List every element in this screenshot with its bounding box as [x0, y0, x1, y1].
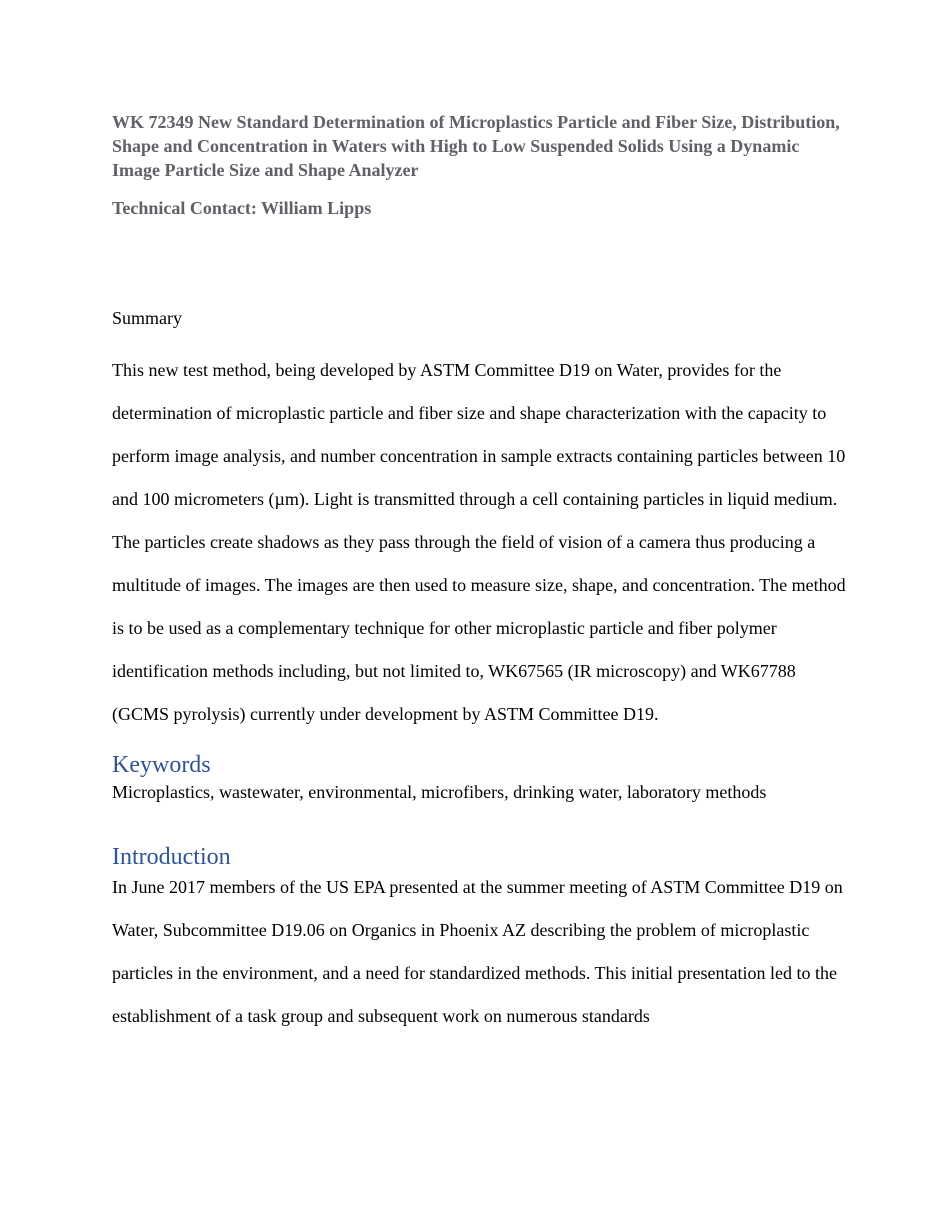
technical-contact: Technical Contact: William Lipps	[112, 198, 372, 218]
summary-paragraph: This new test method, being developed by ASTM Committee D19 on Water, provides for the determination of microplastic particle and fiber size and shape characterization with the capacity to perform image analysis, and number concentration in sample extracts containing particles between 10 and 100 micrometers (µm). Light is transmitted through a cell containing particles in liquid medium. The particles create shadows as they pass through the field of vision of a camera thus producing a multitude of images. The images are then used to measure size, shape, and concentration. The method is to be used as a complementary technique for other microplastic particle and fiber polymer identification methods including, but not limited to, WK67565 (IR microscopy) and WK67788 (GCMS pyrolysis) currently under development by ASTM Committee D19.	[112, 360, 846, 724]
introduction-heading: Introduction	[112, 844, 231, 870]
document-page	[112, 110, 847, 1038]
keywords-heading: Keywords	[112, 752, 211, 778]
introduction-paragraph: In June 2017 members of the US EPA presented at the summer meeting of ASTM Committee D19 on Water, Subcommittee D19.06 on Organics in Phoenix AZ describing the problem of microplastic particles in the environment, and a need for standardized methods. This initial presentation led to the establishment of a task group and subsequent work on numerous standards	[112, 877, 843, 1026]
keywords-list: Microplastics, wastewater, environmental, microfibers, drinking water, laboratory methods	[112, 782, 767, 802]
document-title: WK 72349 New Standard Determination of Microplastics Particle and Fiber Size, Distribution, Shape and Concentration in Waters with High to Low Suspended Solids Using a Dynamic Image Particle Size and Shape Analyzer	[112, 112, 840, 180]
summary-label: Summary	[112, 308, 182, 328]
